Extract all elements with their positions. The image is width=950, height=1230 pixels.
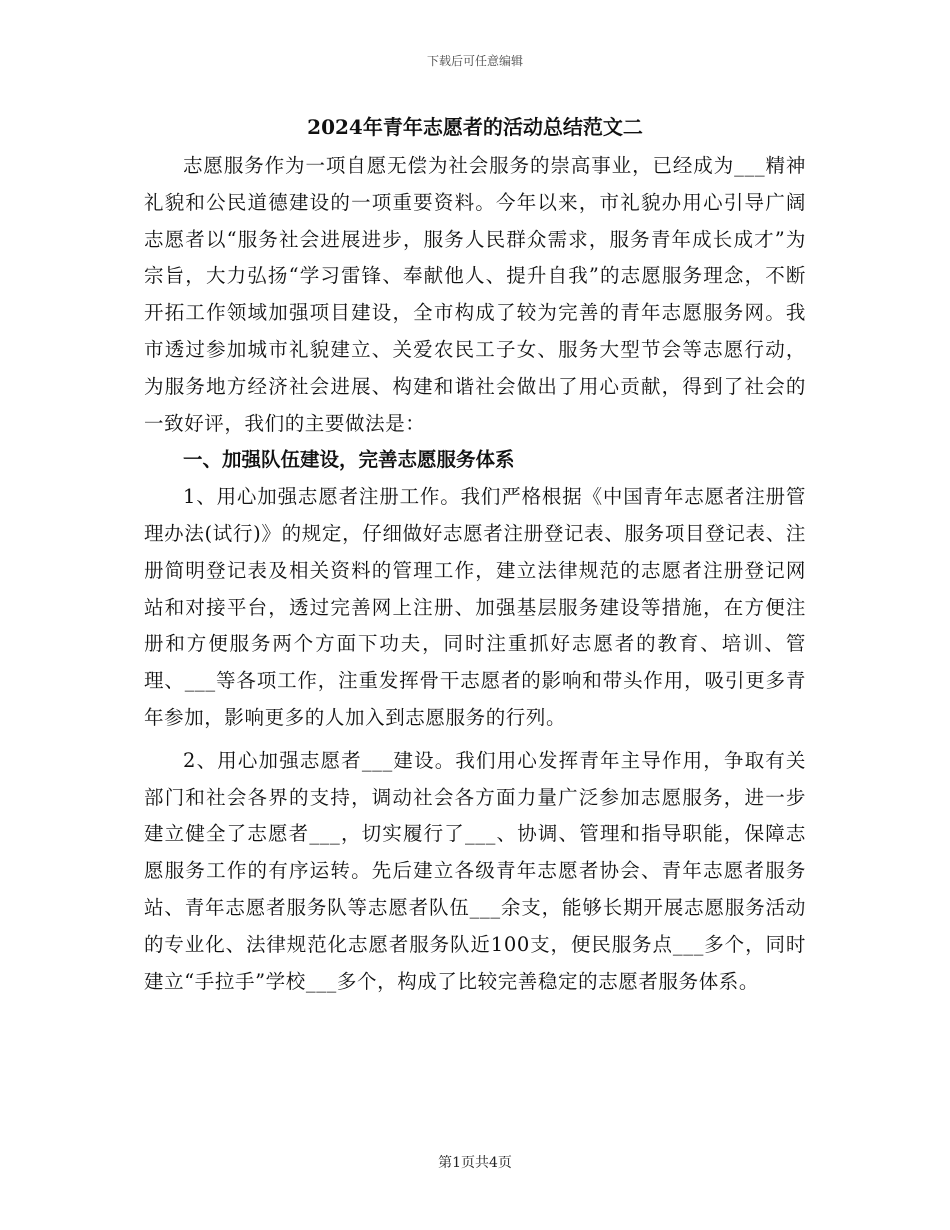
paragraph-1: 1、用心加强志愿者注册工作。我们严格根据《中国青年志愿者注册管理办法(试行)》的规定，仔细做好志愿者注册登记表、服务项目登记表、注册简明登记表及相关资料的管理工作，建立法律规范的志愿者注册登记网站和对接平台，透过完善网上注册、加强基层服务建设等措施，在方便注册和方便服务两个方面下功夫，同时注重抓好志愿者的教育、培训、管理、___等各项工作，注重发挥骨干志愿者的影响和带头作用，吸引更多青年参加，影响更多的人加入到志愿服务的行列。 (144, 485, 806, 729)
page-header-note: 下载后可任意编辑 (426, 54, 523, 68)
page-number: 第1页共4页 (438, 1155, 512, 1171)
document-title: 2024年青年志愿者的活动总结范文二 (307, 115, 643, 139)
section-heading: 一、加强队伍建设，完善志愿服务体系 (183, 448, 515, 472)
paragraph-2: 2、用心加强志愿者___建设。我们用心发挥青年主导作用，争取有关部门和社会各界的支持，调动社会各方面力量广泛参加志愿服务，进一步建立健全了志愿者___，切实履行了___、协调、管理和指导职能，保障志愿服务工作的有序运转。先后建立各级青年志愿者协会、青年志愿者服务站、青年志愿者服务队等志愿者队伍___余支，能够长期开展志愿服务活动的专业化、法律规范化志愿者服务队近100支，便民服务点___多个，同时建立“手拉手”学校___多个，构成了比较完善稳定的志愿者服务体系。 (144, 748, 806, 993)
document-body (144, 112, 806, 1000)
intro-paragraph: 志愿服务作为一项自愿无偿为社会服务的崇高事业，已经成为___精神礼貌和公民道德建设的一项重要资料。今年以来，市礼貌办用心引导广阔志愿者以“服务社会进展进步，服务人民群众需求，服务青年成长成才”为宗旨，大力弘扬“学习雷锋、奉献他人、提升自我”的志愿服务理念，不断开拓工作领域加强项目建设，全市构成了较为完善的青年志愿服务网。我市透过参加城市礼貌建立、关爱农民工子女、服务大型节会等志愿行动，为服务地方经济社会进展、构建和谐社会做出了用心贡献，得到了社会的一致好评，我们的主要做法是： (144, 154, 806, 435)
